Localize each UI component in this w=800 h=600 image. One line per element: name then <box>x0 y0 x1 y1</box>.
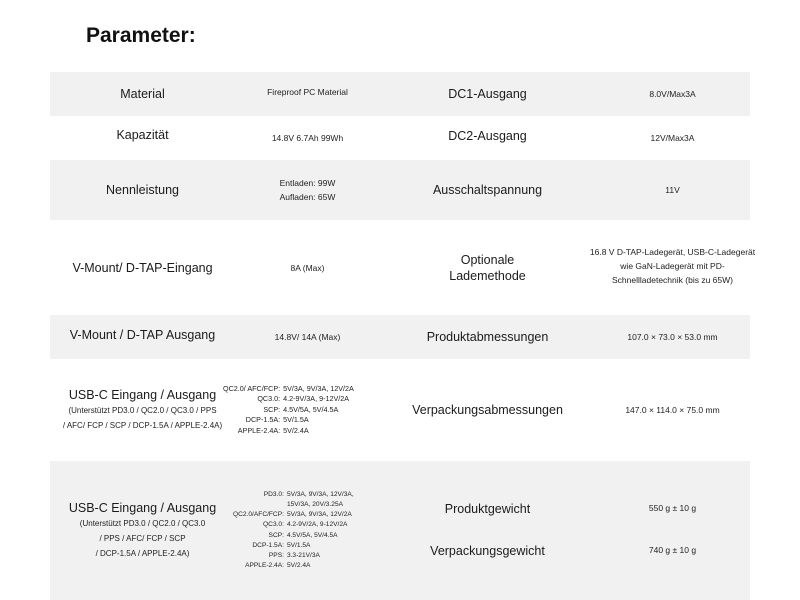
param-label: Optionale Lademethode <box>449 252 526 283</box>
spec-line: APPLE-2.4A: 5V/2.4A <box>245 562 311 570</box>
spec-line: PD3.0: 5V/3A, 9V/3A, 12V/3A, <box>263 490 354 498</box>
table-row <box>50 160 750 220</box>
param-label: DC2-Ausgang <box>448 129 527 143</box>
spec-line: SCP: 4.5V/5A, 5V/4.5A <box>263 404 339 414</box>
page-title: Parameter: <box>86 24 196 47</box>
param-label: USB-C Eingang / Ausgang (Unterstützt PD3.0 / QC2.0 / QC3.0 / PPS / AFC/ FCP / SCP / DCP-1.5A / APPLE-2.4A) <box>62 388 223 430</box>
table-row <box>50 220 756 315</box>
param-label: Produktabmessungen <box>426 330 549 344</box>
param-value: 14.8V 6.7Ah 99Wh <box>271 133 344 143</box>
table-row <box>50 315 750 359</box>
param-label: Material <box>120 87 165 101</box>
param-value: Fireproof PC Material <box>267 87 348 97</box>
param-label: Verpackungsabmessungen <box>412 403 563 417</box>
param-value: 12V/Max3A <box>650 133 695 143</box>
spec-line: QC2.0/ AFC/FCP: 5V/3A, 9V/3A, 12V/2A <box>223 383 354 393</box>
spec-line: SCP: 4.5V/5A, 5V/4.5A <box>268 531 338 539</box>
table-row <box>50 116 750 160</box>
table-row <box>50 72 750 116</box>
spec-line: QC3.0: 4.2-9V/2A, 9-12V/2A <box>263 521 348 529</box>
param-value: 147.0 × 114.0 × 75.0 mm <box>625 405 720 415</box>
usb-c-spec-list <box>233 490 354 572</box>
spec-line: DCP-1.5A: 5V/1.5A <box>252 541 311 549</box>
param-label: V-Mount / D-TAP Ausgang <box>69 328 216 342</box>
spec-line: 15V/3A, 20V/3.25A <box>286 500 344 508</box>
param-value: 11V <box>665 185 680 195</box>
spec-line: DCP-1.5A: 5V/1.5A <box>245 415 309 425</box>
param-label: Kapazität <box>116 128 169 142</box>
param-label: DC1-Ausgang <box>448 87 527 101</box>
spec-line: APPLE-2.4A: 5V/2.4A <box>237 425 309 435</box>
param-value <box>235 461 380 600</box>
table-row <box>50 461 750 600</box>
param-value: 14.8V/ 14A (Max) <box>274 332 341 342</box>
spec-line: QC3.0: 4.2-9V/3A, 9-12V/2A <box>257 394 350 404</box>
param-value: 8A (Max) <box>290 262 325 273</box>
param-label: USB-C Eingang / Ausgang (Unterstützt PD3.0 / QC2.0 / QC3.0 / PPS / AFC/ FCP / SCP / DCP-1.5A / APPLE-2.4A) <box>68 501 217 558</box>
param-label: Nennleistung <box>106 183 179 197</box>
spec-line: QC2.0/AFC/FCP: 5V/3A, 9V/3A, 12V/2A <box>233 511 352 519</box>
param-value <box>223 359 380 461</box>
spec-line: PPS: 3.3-21V/3A <box>268 551 320 559</box>
param-value: 550 g ± 10 g 740 g ± 10 g <box>648 503 697 555</box>
param-value: 16.8 V D-TAP-Ladegerät, USB-C-Ladegerät wie GaN-Ladegerät mit PD- Schnellladetechnik (bis zu 65W) <box>589 246 756 285</box>
usb-c-spec-list <box>223 384 354 437</box>
param-label: Produktgewicht Verpackungsgewicht <box>430 502 545 558</box>
param-value: Entladen: 99W Aufladen: 65W <box>279 178 336 202</box>
param-value: 8.0V/Max3A <box>649 89 696 99</box>
param-value: 107.0 × 73.0 × 53.0 mm <box>627 332 718 342</box>
param-label: V-Mount/ D-TAP-Eingang <box>72 260 213 275</box>
table-row <box>50 359 750 461</box>
param-label: Ausschaltspannung <box>432 183 543 197</box>
